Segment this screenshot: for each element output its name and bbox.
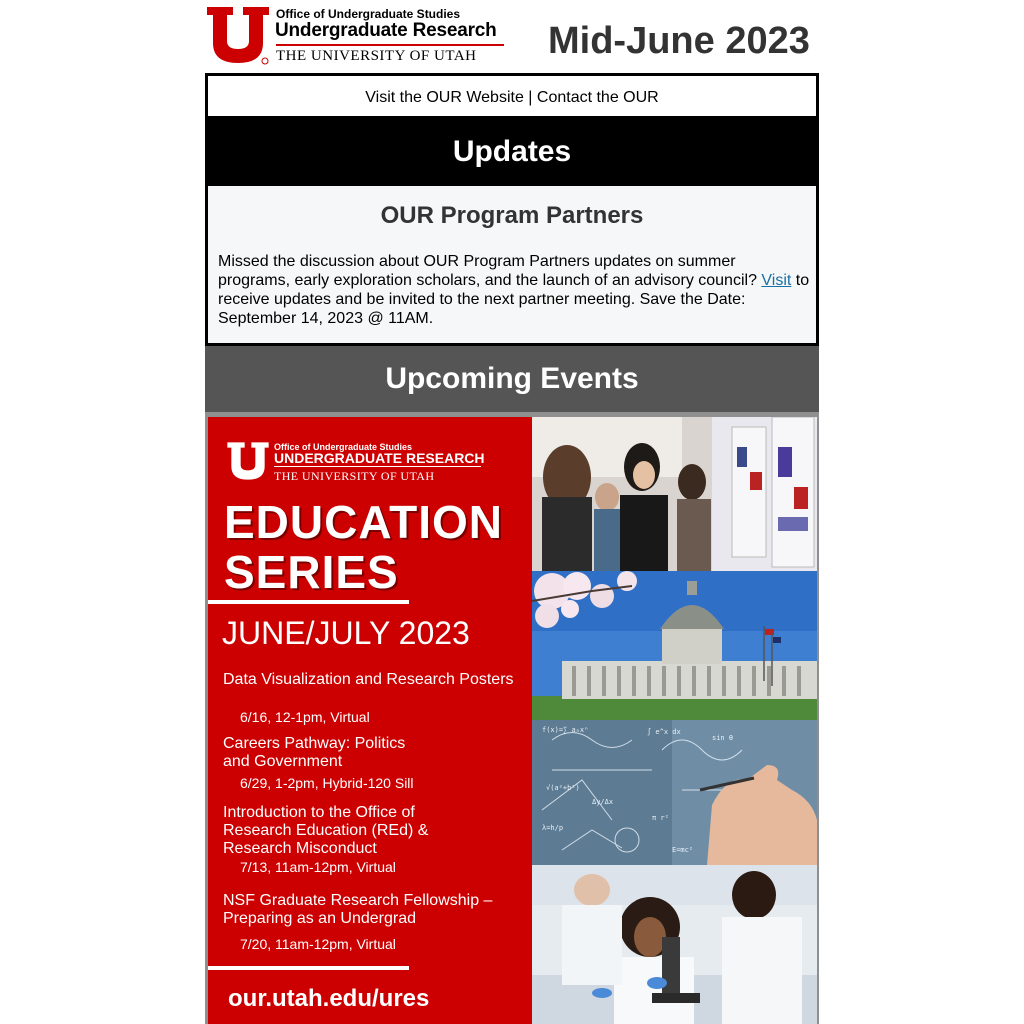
svg-text:π r²: π r² [652,814,669,822]
equations-hand-photo [532,720,817,865]
flyer-event-title: Data Visualization and Research Posters [223,671,514,688]
partners-visit-link[interactable]: Visit [761,272,792,289]
flyer-divider-bottom [208,966,409,970]
flyer-title-line1: EDUCATION [224,496,504,548]
flyer-event-detail: 6/29, 1-2pm, Hybrid-120 Sill [240,775,414,791]
header-rule [276,44,504,46]
lab-microscope-photo [532,865,817,1024]
block-u-logo-icon [205,5,271,65]
state-capitol-photo [532,571,817,720]
updates-heading: Updates [208,116,816,186]
poster-session-photo [532,417,817,571]
svg-text:λ=h/p: λ=h/p [542,824,564,832]
flyer-date-range: JUNE/JULY 2023 [222,615,470,651]
nav-separator: | [523,89,537,106]
header-university-label: THE UNIVERSITY OF UTAH [276,48,477,64]
svg-text:sin θ: sin θ [712,734,734,742]
partners-text-before: Missed the discussion about OUR Program Partners updates on summer programs, early exploration scholars, and the launch of an advisory council? [218,253,762,289]
flyer-event-title: Careers Pathway: Politics and Government [223,735,406,770]
flyer-block-u-icon [226,441,270,481]
flyer-header-rule [274,466,481,467]
top-nav [208,76,816,116]
updates-frame [205,73,819,346]
header-unit-label: Undergraduate Research [275,20,497,41]
svg-text:∫ e^x dx: ∫ e^x dx [647,728,681,736]
flyer-url: our.utah.edu/ures [228,985,430,1012]
flyer-event-title: NSF Graduate Research Fellowship – Preparing as an Undergrad [223,892,493,927]
flyer-red-panel [208,417,532,1024]
flyer-event-detail: 7/13, 11am-12pm, Virtual [240,859,396,875]
partners-body [218,252,810,328]
header-office-label: Office of Undergraduate Studies [276,7,461,21]
partners-text-after: to receive updates and be invited to the next partner meeting. Save the Date: September 14, 2023 @ 11AM. [218,272,810,327]
flyer-office-label: Office of Undergraduate Studies [274,442,413,452]
svg-text:Δy/Δx: Δy/Δx [592,798,614,806]
issue-title: Mid-June 2023 [548,20,810,62]
flyer-event-title: Introduction to the Office of Research Education (REd) & Research Misconduct [223,804,429,857]
svg-text:E=mc²: E=mc² [672,846,694,854]
flyer-title-line2: SERIES [224,546,399,598]
header-logo[interactable] [205,5,505,67]
svg-text:√(a²+b²): √(a²+b²) [546,784,580,792]
svg-text:f(x)=∑ aₙxⁿ: f(x)=∑ aₙxⁿ [542,726,589,734]
education-series-flyer[interactable] [205,412,819,1024]
flyer-university-label: THE UNIVERSITY OF UTAH [274,469,435,483]
flyer-event-detail: 6/16, 12-1pm, Virtual [240,709,370,725]
partners-title: OUR Program Partners [380,202,644,229]
our-website-link[interactable]: Visit the OUR Website [365,89,524,106]
events-heading: Upcoming Events [205,346,819,412]
contact-our-link[interactable]: Contact the OUR [536,89,659,106]
flyer-event-detail: 7/20, 11am-12pm, Virtual [240,936,396,952]
flyer-unit-label: UNDERGRADUATE RESEARCH [274,450,485,466]
flyer-divider-top [208,600,409,604]
